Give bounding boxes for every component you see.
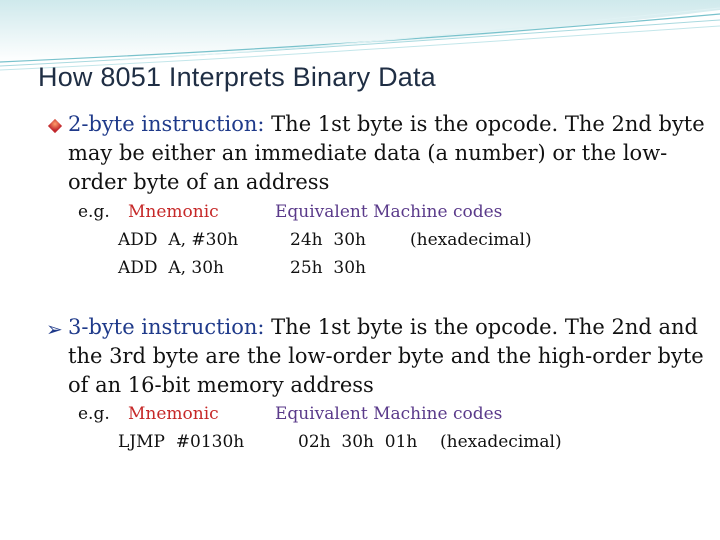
example2-eg: e.g. bbox=[78, 404, 110, 424]
paragraph-2byte-text: The 1st byte is the opcode. The 2nd byte may be either an immediate data (a number) or the low-order byte of an address bbox=[68, 112, 705, 194]
example2-codes-header: Equivalent Machine codes bbox=[275, 404, 503, 424]
arrow-bullet-icon: ➢ bbox=[46, 317, 63, 341]
term-2byte: 2-byte instruction: bbox=[68, 112, 265, 136]
example1-codes-header: Equivalent Machine codes bbox=[275, 202, 503, 222]
example1-mnemonic-header: Mnemonic bbox=[128, 202, 219, 222]
example1-eg: e.g. bbox=[78, 202, 110, 222]
example2-row1-note: (hexadecimal) bbox=[440, 432, 562, 452]
term-3byte: 3-byte instruction: bbox=[68, 315, 265, 339]
paragraph-3byte bbox=[68, 313, 708, 400]
example1-row2-mnemonic: ADD A, 30h bbox=[118, 258, 225, 278]
example2-row1-code: 02h 30h 01h bbox=[298, 432, 418, 452]
paragraph-2byte bbox=[68, 110, 708, 197]
example1-row2-code: 25h 30h bbox=[290, 258, 366, 278]
diamond-bullet-icon bbox=[48, 119, 62, 133]
slide-title: How 8051 Interprets Binary Data bbox=[38, 62, 436, 92]
paragraph-3byte-text: The 1st byte is the opcode. The 2nd and the 3rd byte are the low-order byte and the high-order byte of an 16-bit memory address bbox=[68, 315, 704, 397]
example1-row1-mnemonic: ADD A, #30h bbox=[118, 230, 239, 250]
example2-mnemonic-header: Mnemonic bbox=[128, 404, 219, 424]
example1-row1-code: 24h 30h bbox=[290, 230, 366, 250]
example2-row1-mnemonic: LJMP #0130h bbox=[118, 432, 245, 452]
example1-row1-note: (hexadecimal) bbox=[410, 230, 532, 250]
